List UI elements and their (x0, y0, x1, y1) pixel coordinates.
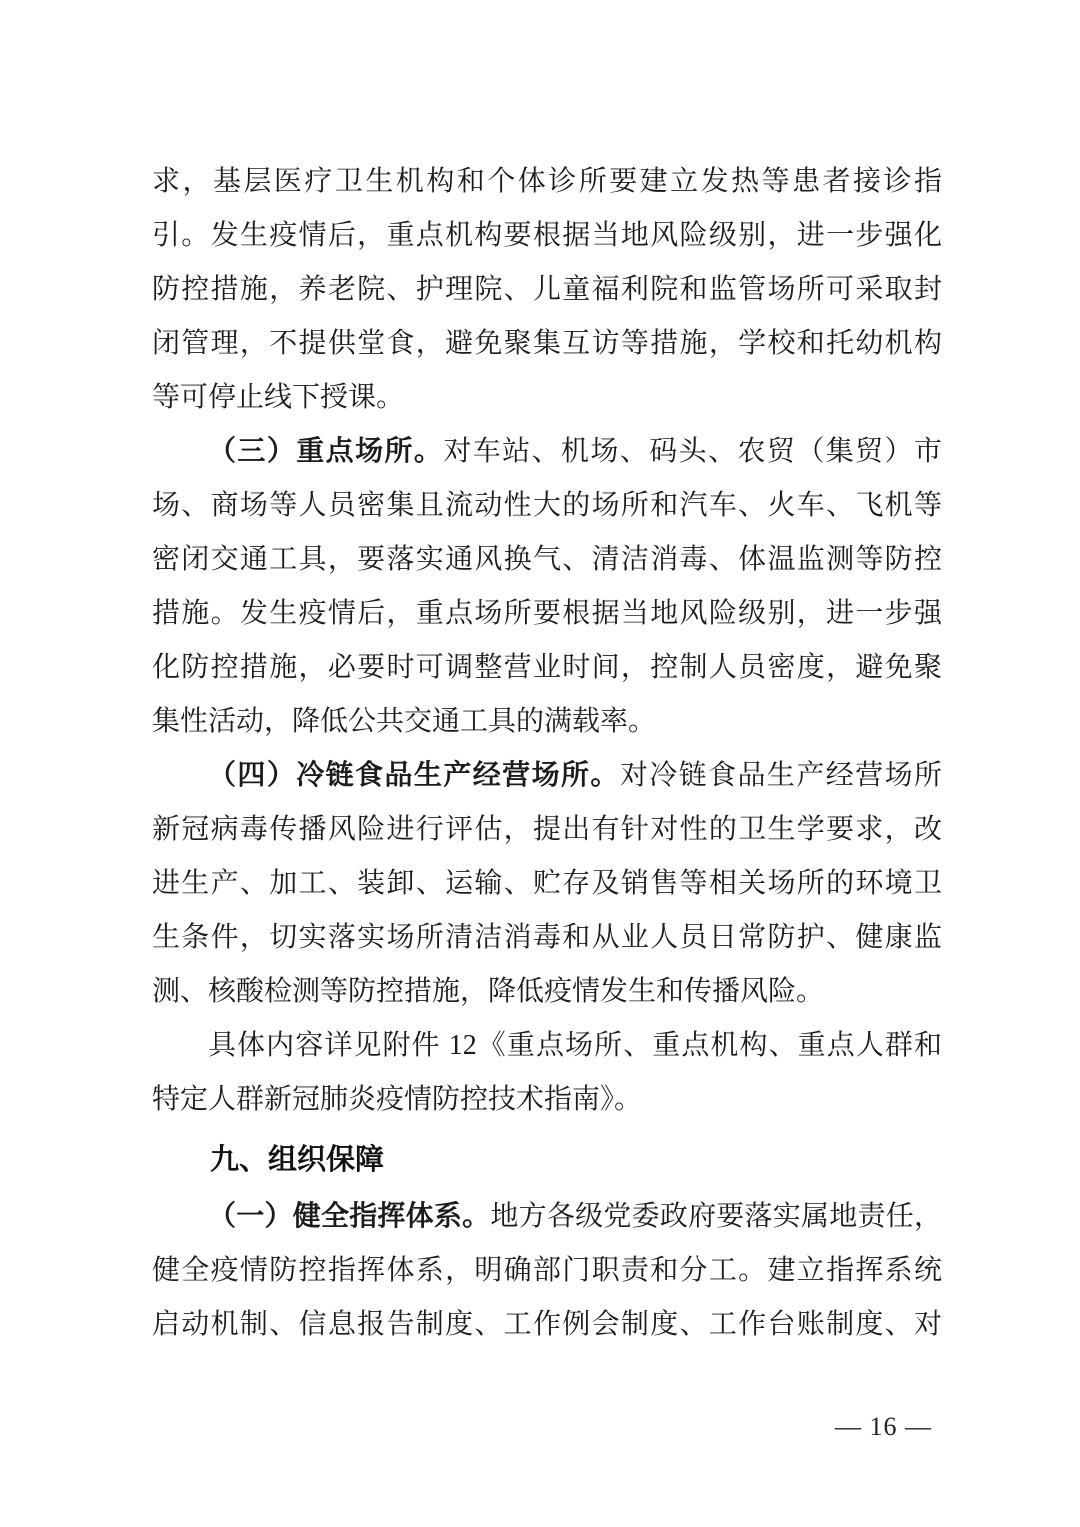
text-line (152, 857, 942, 911)
text-line (152, 155, 942, 209)
document-text-block (152, 155, 942, 1352)
body-text: 具体内容详见附件 12《重点场所、重点机构、重点人群和 (208, 1030, 942, 1061)
body-text: 等可停止线下授课。 (152, 382, 405, 413)
body-text: 求，基层医疗卫生机构和个体诊所要建立发热等患者接诊指 (152, 166, 942, 197)
lead-in-text: （四）冷链食品生产经营场所。 (208, 760, 620, 791)
body-text: 特定人群新冠肺炎疫情防控技术指南》。 (152, 1084, 643, 1115)
text-line (152, 1244, 942, 1298)
body-text: 新冠病毒传播风险进行评估，提出有针对性的卫生学要求，改 (152, 814, 942, 845)
lead-in-text: 九、组织保障 (210, 1144, 385, 1176)
page-number: — 16 — (835, 1412, 932, 1441)
text-line (152, 1019, 942, 1073)
body-text: 进生产、加工、装卸、运输、贮存及销售等相关场所的环境卫 (152, 868, 942, 899)
body-text: 健全疫情防控指挥体系，明确部门职责和分工。建立指挥系统 (152, 1255, 942, 1286)
body-text: 密闭交通工具，要落实通风换气、清洁消毒、体温监测等防控 (152, 544, 942, 575)
lead-in-text: （一）健全指挥体系。 (208, 1201, 491, 1232)
text-line (152, 587, 942, 641)
text-line (152, 425, 942, 479)
body-text: 场、商场等人员密集且流动性大的场所和汽车、火车、飞机等 (152, 490, 942, 521)
text-line (152, 1073, 942, 1127)
text-line (152, 749, 942, 803)
text-line (152, 695, 942, 749)
text-line (152, 209, 942, 263)
text-line (152, 803, 942, 857)
text-line (152, 1298, 942, 1352)
body-text: 化防控措施，必要时可调整营业时间，控制人员密度，避免聚 (152, 652, 942, 683)
text-line (152, 371, 942, 425)
text-line (152, 533, 942, 587)
text-line (152, 263, 942, 317)
text-line (152, 1190, 942, 1244)
lead-in-text: （三）重点场所。 (208, 436, 444, 467)
body-text: 启动机制、信息报告制度、工作例会制度、工作台账制度、对 (152, 1309, 942, 1340)
text-line (152, 641, 942, 695)
body-text: 措施。发生疫情后，重点场所要根据当地风险级别，进一步强 (152, 598, 942, 629)
body-text: 引。发生疫情后，重点机构要根据当地风险级别，进一步强化 (152, 220, 942, 251)
text-line (152, 479, 942, 533)
body-text: 集性活动，降低公共交通工具的满载率。 (152, 706, 657, 737)
text-line (152, 911, 942, 965)
body-text: 防控措施，养老院、护理院、儿童福利院和监管场所可采取封 (152, 274, 942, 305)
body-text: 对冷链食品生产经营场所 (619, 760, 942, 791)
text-line (152, 965, 942, 1019)
body-text: 闭管理，不提供堂食，避免聚集互访等措施，学校和托幼机构 (152, 328, 942, 359)
body-text: 生条件，切实落实场所清洁消毒和从业人员日常防护、健康监 (152, 922, 942, 953)
body-text: 地方各级党委政府要落实属地责任， (490, 1201, 942, 1232)
body-text: 测、核酸检测等防控措施，降低疫情发生和传播风险。 (152, 976, 825, 1007)
section-heading (152, 1133, 942, 1187)
body-text: 对车站、机场、码头、农贸（集贸）市 (443, 436, 942, 467)
text-line (152, 317, 942, 371)
